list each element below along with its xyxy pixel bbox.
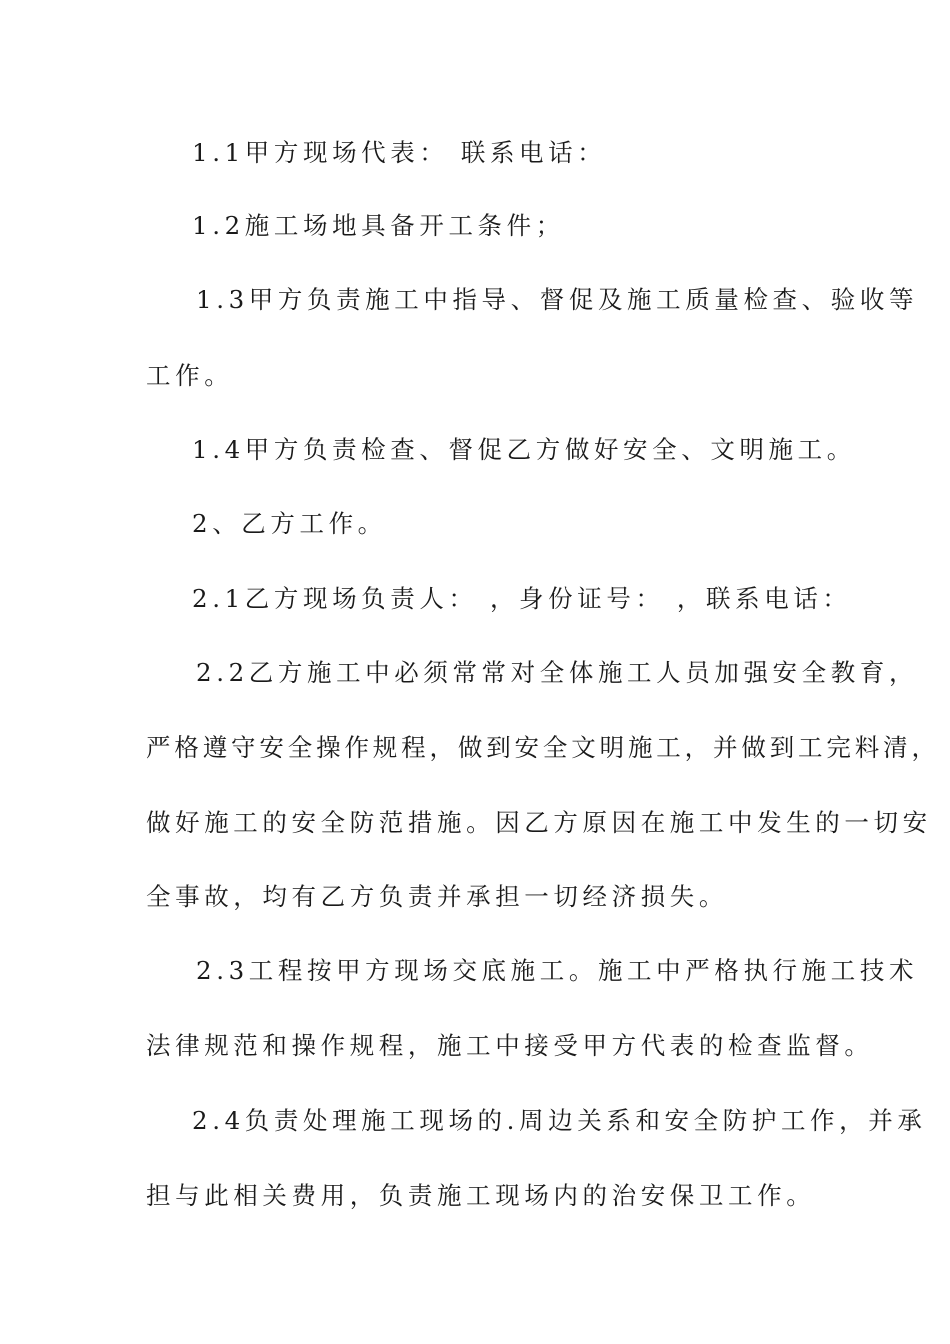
clause-1-4: 1.4甲方负责检查、督促乙方做好安全、文明施工。 [192, 435, 856, 464]
clause-2-2-line-4: 全事故，均有乙方负责并承担一切经济损失。 [146, 882, 728, 911]
clause-2-1: 2.1乙方现场负责人： ，身份证号： ，联系电话： [192, 584, 852, 613]
clause-1-3-line-2: 工作。 [146, 361, 234, 390]
clause-1-2: 1.2施工场地具备开工条件； [192, 211, 565, 240]
clause-2-3-line-1: 2.3工程按甲方现场交底施工。施工中严格执行施工技术 [196, 956, 919, 985]
clause-2-4-line-2: 担与此相关费用，负责施工现场内的治安保卫工作。 [146, 1181, 816, 1210]
clause-1-1: 1.1甲方现场代表： 联系电话： [192, 138, 607, 167]
clause-2-3-line-2: 法律规范和操作规程，施工中接受甲方代表的检查监督。 [146, 1031, 874, 1060]
section-2-heading: 2、乙方工作。 [192, 509, 387, 538]
clause-2-2-line-1: 2.2乙方施工中必须常常对全体施工人员加强安全教育， [196, 658, 919, 687]
clause-1-3-line-1: 1.3甲方负责施工中指导、督促及施工质量检查、验收等 [196, 285, 919, 314]
clause-2-2-line-3: 做好施工的安全防范措施。因乙方原因在施工中发生的一切安 [146, 808, 932, 837]
clause-2-4-line-1: 2.4负责处理施工现场的.周边关系和安全防护工作，并承 [192, 1106, 927, 1135]
clause-2-2-line-2: 严格遵守安全操作规程，做到安全文明施工，并做到工完料清， [146, 733, 940, 762]
